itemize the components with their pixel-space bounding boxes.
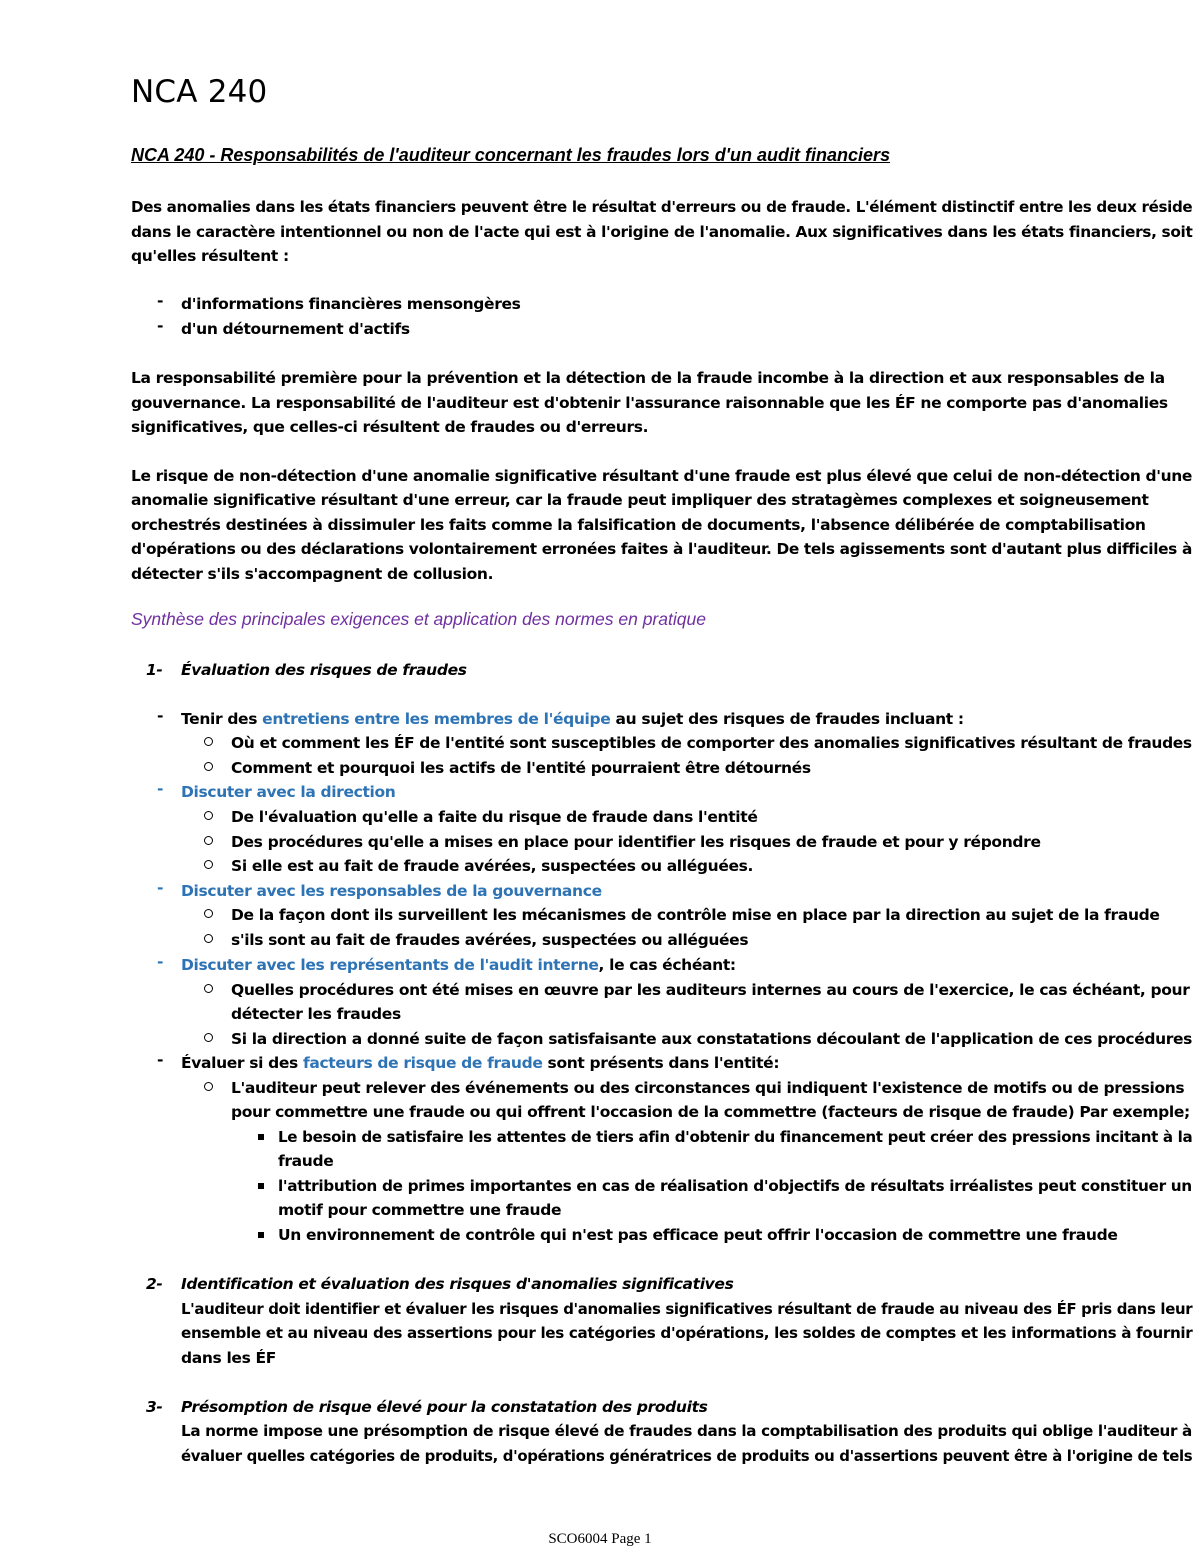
sub-sub-list-item-continued: motif pour commettre une fraude xyxy=(278,1201,562,1219)
circle-bullet-icon xyxy=(204,811,213,820)
circle-bullet-icon xyxy=(204,984,213,993)
sub-list-item: Des procédures qu'elle a mises en place pour identifier les risques de fraude et pour y répondre xyxy=(231,833,1041,851)
dash-bullet-icon: - xyxy=(157,780,164,798)
sub-list-item: Quelles procédures ont été mises en œuvre par les auditeurs internes au cours de l'exercice, le cas échéant, pour xyxy=(231,981,1190,999)
section-heading: Synthèse des principales exigences et application des normes en pratique xyxy=(131,609,706,629)
dash-bullet-icon: - xyxy=(157,317,164,335)
paragraph-line: d'opérations ou des déclarations volontairement erronées faites à l'auditeur. De tels agissements sont d'autant plus difficiles à xyxy=(131,540,1192,558)
section-number: 1- xyxy=(146,661,163,679)
square-bullet-icon xyxy=(258,1183,264,1189)
section-number: 3- xyxy=(146,1398,163,1416)
intro-line: dans le caractère intentionnel ou non de l'acte qui est à l'origine de l'anomalie. Aux significatives dans les états financiers, soit xyxy=(131,223,1193,241)
section-title: Présomption de risque élevé pour la constatation des produits xyxy=(181,1398,708,1416)
list-item: Évaluer si des facteurs de risque de fraude sont présents dans l'entité: xyxy=(181,1054,780,1072)
paragraph-line: orchestrés destinées à dissimuler les faits comme la falsification de documents, l'absence délibérée de comptabilisation xyxy=(131,516,1146,534)
list-item: Discuter avec les représentants de l'audit interne, le cas échéant: xyxy=(181,956,736,974)
circle-bullet-icon xyxy=(204,762,213,771)
sub-sub-list-item-continued: fraude xyxy=(278,1152,334,1170)
paragraph-line: La norme impose une présomption de risque élevé de fraudes dans la comptabilisation des produits qui oblige l'auditeur à xyxy=(181,1422,1192,1440)
sub-list-item-continued: détecter les fraudes xyxy=(231,1005,401,1023)
document-title: NCA 240 xyxy=(131,74,268,110)
section-number: 2- xyxy=(146,1275,163,1293)
paragraph-line: ensemble et au niveau des assertions pour les catégories d'opérations, les soldes de comptes et les informations à fournir xyxy=(181,1324,1193,1342)
dash-bullet-icon: - xyxy=(157,953,164,971)
paragraph-line: détecter s'ils s'accompagnent de collusion. xyxy=(131,565,494,583)
circle-bullet-icon xyxy=(204,860,213,869)
link-team-discussions: entretiens entre les membres de l'équipe xyxy=(262,710,611,728)
section-title: Identification et évaluation des risques d'anomalies significatives xyxy=(181,1275,734,1293)
paragraph-line: significatives, que celles-ci résultent de fraudes ou d'erreurs. xyxy=(131,418,649,436)
dash-bullet-icon: - xyxy=(157,1051,164,1069)
paragraph-line: gouvernance. La responsabilité de l'auditeur est d'obtenir l'assurance raisonnable que les ÉF ne comporte pas d'anomalies xyxy=(131,394,1168,412)
sub-list-item: Si elle est au fait de fraude avérées, suspectées ou alléguées. xyxy=(231,857,754,875)
circle-bullet-icon xyxy=(204,737,213,746)
page-footer: SCO6004 Page 1 xyxy=(548,1531,652,1547)
paragraph-line: dans les ÉF xyxy=(181,1349,276,1367)
list-item: Tenir des entretiens entre les membres de l'équipe au sujet des risques de fraudes incluant : xyxy=(181,710,964,728)
sub-list-item: De l'évaluation qu'elle a faite du risque de fraude dans l'entité xyxy=(231,808,758,826)
dash-bullet-icon: - xyxy=(157,707,164,725)
dash-bullet-icon: - xyxy=(157,292,164,310)
square-bullet-icon xyxy=(258,1134,264,1140)
intro-line: qu'elles résultent : xyxy=(131,247,289,265)
list-item: d'informations financières mensongères xyxy=(181,295,521,313)
document-subtitle: NCA 240 - Responsabilités de l'auditeur concernant les fraudes lors d'un audit financiers xyxy=(131,145,891,165)
paragraph-line: La responsabilité première pour la prévention et la détection de la fraude incombe à la direction et aux responsables de la xyxy=(131,369,1165,387)
sub-sub-list-item: Le besoin de satisfaire les attentes de tiers afin d'obtenir du financement peut créer des pressions incitant à la xyxy=(278,1128,1193,1146)
sub-list-item: Où et comment les ÉF de l'entité sont susceptibles de comporter des anomalies significatives résultant de fraudes xyxy=(231,734,1192,752)
paragraph-line: évaluer quelles catégories de produits, d'opérations génératrices de produits ou d'assertions peuvent être à l'origine de tels xyxy=(181,1447,1193,1465)
dash-bullet-icon: - xyxy=(157,879,164,897)
link-internal-audit: Discuter avec les représentants de l'audit interne xyxy=(181,956,599,974)
circle-bullet-icon xyxy=(204,1082,213,1091)
list-item: Discuter avec les responsables de la gouvernance xyxy=(181,882,602,900)
sub-list-item: De la façon dont ils surveillent les mécanismes de contrôle mise en place par la direction au sujet de la fraude xyxy=(231,906,1160,924)
paragraph-line: Le risque de non-détection d'une anomalie significative résultant d'une fraude est plus élevé que celui de non-détection d'une xyxy=(131,467,1193,485)
list-item: Discuter avec la direction xyxy=(181,783,396,801)
sub-list-item: Si la direction a donné suite de façon satisfaisante aux constatations découlant de l'application de ces procédures xyxy=(231,1030,1193,1048)
sub-list-item-continued: pour commettre une fraude ou qui offrent l'occasion de la commettre (facteurs de risque de fraude) Par exemple; xyxy=(231,1103,1190,1121)
paragraph-line: anomalie significative résultant d'une erreur, car la fraude peut impliquer des stratagèmes complexes et soigneusement xyxy=(131,491,1149,509)
circle-bullet-icon xyxy=(204,934,213,943)
intro-line: Des anomalies dans les états financiers peuvent être le résultat d'erreurs ou de fraude. L'élément distinctif entre les deux réside xyxy=(131,198,1193,216)
link-fraud-risk-factors: facteurs de risque de fraude xyxy=(302,1054,543,1072)
circle-bullet-icon xyxy=(204,836,213,845)
sub-list-item: s'ils sont au fait de fraudes avérées, suspectées ou alléguées xyxy=(231,931,749,949)
sub-sub-list-item: Un environnement de contrôle qui n'est pas efficace peut offrir l'occasion de commettre une fraude xyxy=(278,1226,1118,1244)
section-title: Évaluation des risques de fraudes xyxy=(181,661,467,679)
sub-list-item: L'auditeur peut relever des événements ou des circonstances qui indiquent l'existence de motifs ou de pressions xyxy=(231,1079,1185,1097)
paragraph-line: L'auditeur doit identifier et évaluer les risques d'anomalies significatives résultant de fraude au niveau des ÉF pris dans leur xyxy=(181,1300,1193,1318)
sub-sub-list-item: l'attribution de primes importantes en cas de réalisation d'objectifs de résultats irréalistes peut constituer un xyxy=(278,1177,1192,1195)
list-item: d'un détournement d'actifs xyxy=(181,320,410,338)
square-bullet-icon xyxy=(258,1232,264,1238)
circle-bullet-icon xyxy=(204,909,213,918)
circle-bullet-icon xyxy=(204,1033,213,1042)
sub-list-item: Comment et pourquoi les actifs de l'entité pourraient être détournés xyxy=(231,759,811,777)
